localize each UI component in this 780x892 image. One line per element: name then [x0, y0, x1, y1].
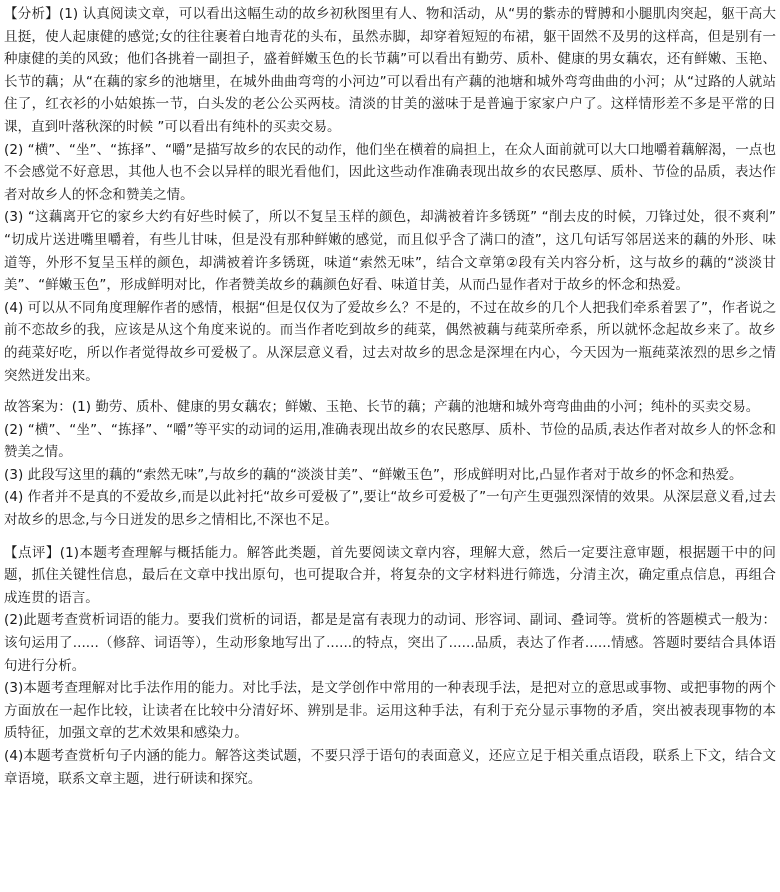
section-spacer	[4, 532, 776, 542]
solution-document	[4, 3, 776, 790]
analysis-item-1: 【分析】(1) 认真阅读文章，可以看出这幅生动的故乡初秋图里有人、物和活动，从“男的紫赤的臂膊和小腿肌肉突起，躯干高大且挺，使人起康健的感觉;女的往往裹着白地青花的头布，虽然赤脚，却穿着短短的布裙，躯干固然不及男的这样高，但是别有一种康健的美的风致；他们各挑着一副担子，盛着鲜嫩玉色的长节藕”可以看出有勤劳、质朴、健康的男女藕农，还有鲜嫩、玉艳、长节的藕；从“在藕的家乡的池塘里，在城外曲曲弯弯的小河边”可以看出有产藕的池塘和城外弯弯曲曲的小河；从“过路的人就站住了，红衣衫的小姑娘拣一节，白头发的老公公买两枝。清淡的甘美的滋味于是普遍于家家户户了。这样情形差不多是平常的日课，直到叶落秋深的时候 ”可以看出有纯朴的买卖交易。	[4, 6, 776, 135]
answer-item-1: 故答案为：(1) 勤劳、质朴、健康的男女藕农；鲜嫩、玉艳、长节的藕；产藕的池塘和城外弯弯曲曲的小河；纯朴的买卖交易。	[4, 399, 760, 416]
section-spacer	[4, 387, 776, 396]
analysis-item-2: (2) “横”、“坐”、“拣择”、“嚼”是描写故乡的农民的动作，他们坐在横着的扁担上，在众人面前就可以大口地嚼着藕解渴，一点也不会感觉不好意思，其他人也不会以异样的眼光看他们，因此这些动作准确表现出故乡的农民憨厚、质朴、节俭的品质，表达作者对故乡人的怀念和赞美之情。	[4, 141, 776, 203]
answer-item-2: (2) “横”、“坐”、“拣择”、“嚼”等平实的动词的运用,准确表现出故乡的农民憨厚、质朴、节俭的品质,表达作者对故乡人的怀念和赞美之情。	[4, 421, 776, 461]
analysis-item-4: (4) 可以从不同角度理解作者的感情，根据“但是仅仅为了爱故乡么？不是的，不过在故乡的几个人把我们牵系着罢了”，作者说之前不恋故乡的我，应该是从这个角度来说的。而当作者吃到故乡的莼菜，偶然被藕与莼菜所牵系，所以就怀念起故乡来了。故乡的莼菜好吃，所以作者觉得故乡可爱极了。从深层意义看，过去对故乡的思念是深埋在内心，今天因为一瓶莼菜浓烈的思乡之情突然迸发出来。	[4, 299, 776, 384]
answer-item-3: (3) 此段写这里的藕的“索然无味”,与故乡的藕的“淡淡甘美”、“鲜嫩玉色”，形成鲜明对比,凸显作者对于故乡的怀念和热爱。	[4, 466, 743, 483]
analysis-item-3: (3) “这藕离开它的家乡大约有好些时候了，所以不复呈玉样的颜色，却满被着许多锈斑” “削去皮的时候，刀锋过处，很不爽利” “切成片送进嘴里嚼着，有些儿甘味，但是没有那种鲜嫩的感觉，而且似乎含了满口的渣”，这几句话写邻居送来的藕的外形、味道等，外形不复呈玉样的颜色，却满被着许多锈斑，味道“索然无味”，结合文章第②段有关内容分析，这与故乡的藕的“淡淡甘美”、“鲜嫩玉色”，形成鲜明对比，作者赞美故乡的藕颜色好看、味道甘美，从而凸显作者对于故乡的怀念和热爱。	[4, 209, 776, 294]
answer-item-4: (4) 作者并不是真的不爱故乡,而是以此衬托“故乡可爱极了”,要让“故乡可爱极了”一句产生更强烈深情的效果。从深层意义看,过去对故乡的思念,与今日迸发的思乡之情相比,不深也不足。	[4, 489, 776, 529]
comment-item-1: 【点评】(1)本题考查理解与概括能力。解答此类题，首先要阅读文章内容，理解大意，然后一定要注意审题，根据题干中的问题，抓住关键性信息，最后在文章中找出原句，也可提取合并，将复杂的文字材料进行筛选，分清主次，确定重点信息，再组合成连贯的语言。	[4, 544, 776, 606]
comment-item-4: (4)本题考查赏析句子内涵的能力。解答这类试题，不要只浮于语句的表面意义，还应立足于相关重点语段，联系上下文，结合文章语境，联系文章主题，进行研读和探究。	[4, 748, 776, 787]
answer-section	[4, 396, 776, 532]
comment-item-2: (2)此题考查赏析词语的能力。要我们赏析的词语，都是是富有表现力的动词、形容词、副词、叠词等。赏析的答题模式一般为：该句运用了......（修辞、词语等），生动形象地写出了......的特点，突出了......品质，表达了作者......情感。答题时要结合具体语句进行分析。	[4, 612, 776, 674]
comment-item-3: (3)本题考查理解对比手法作用的能力。对比手法，是文学创作中常用的一种表现手法，是把对立的意思或事物、或把事物的两个方面放在一起作比较，让读者在比较中分清好坏、辨别是非。运用这种手法，有利于充分显示事物的矛盾，突出被表现事物的本质特征，加强文章的艺术效果和感染力。	[4, 680, 776, 742]
comment-section	[4, 542, 776, 791]
analysis-section	[4, 3, 776, 387]
